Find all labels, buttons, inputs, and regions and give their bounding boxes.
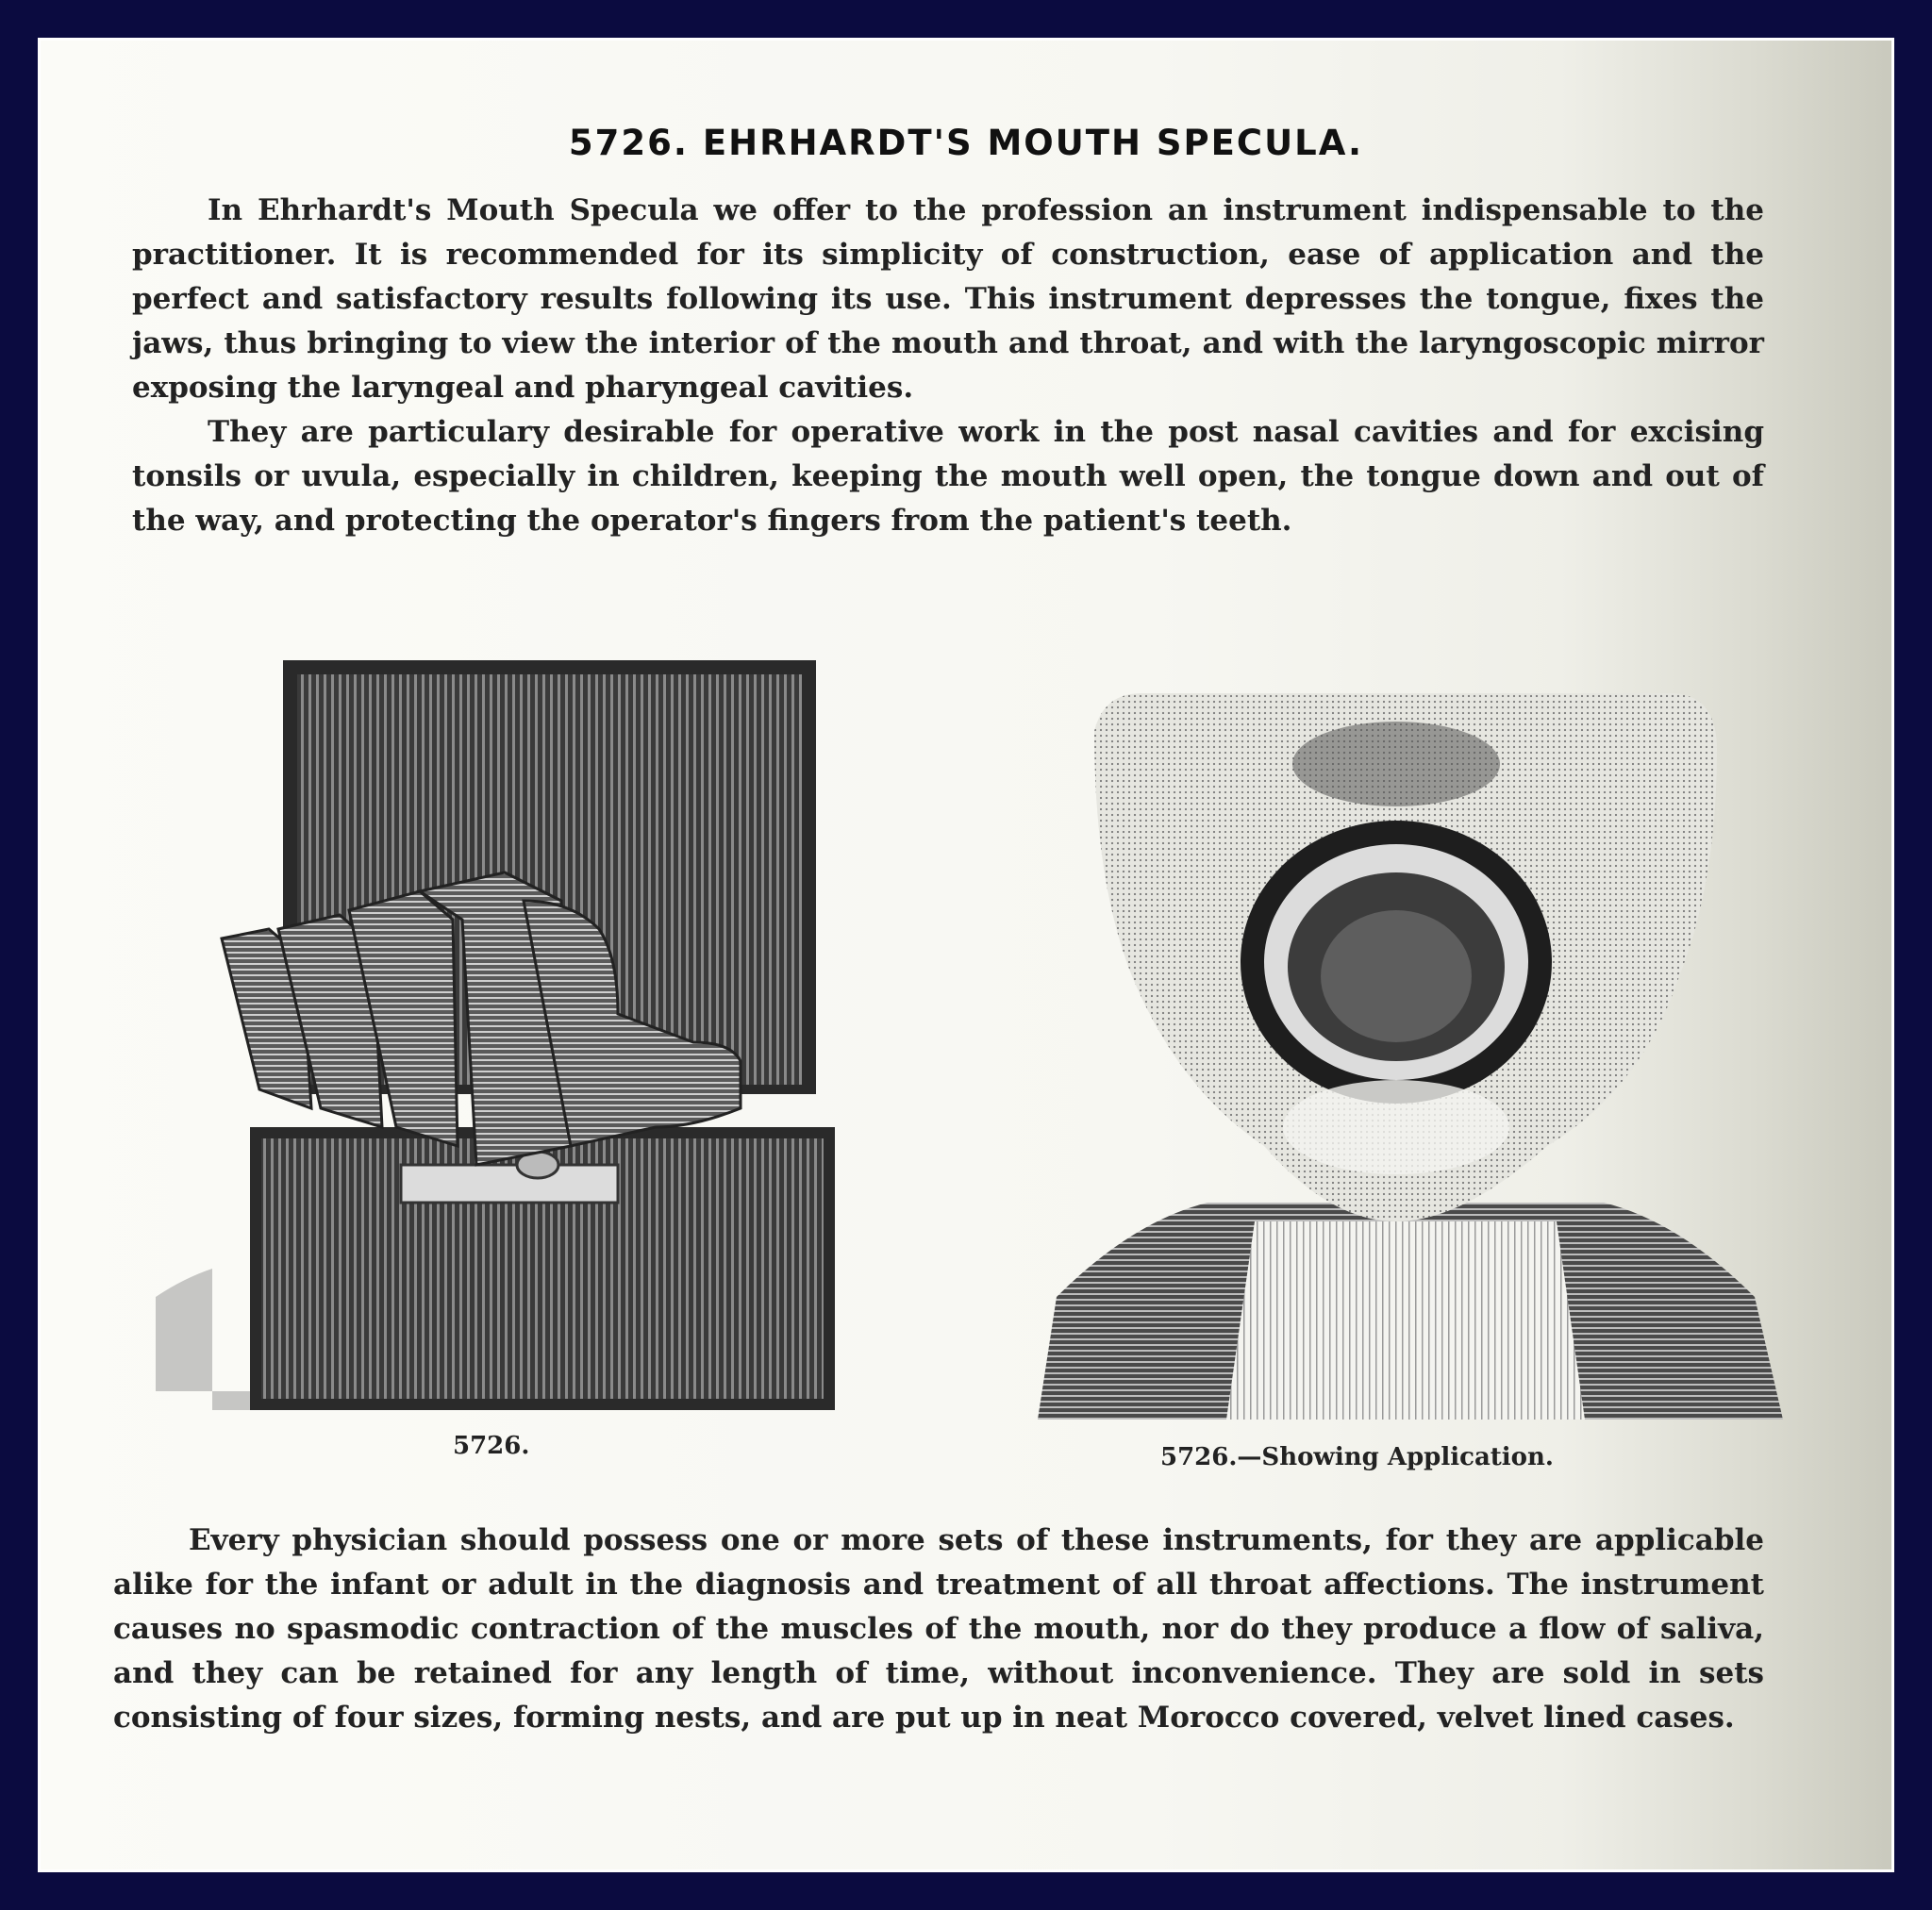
paragraph-uses: They are particulary desirable for operative work in the post nasal cavities and for excising tonsils or uvula, especially in children, keeping the mouth well open, the tongue down and out of the way, and protecting the operator's fingers from the patient's teeth. <box>132 415 1764 538</box>
paragraph-sets: Every physician should possess one or more sets of these instruments, for they are applicable alike for the infant or adult in the diagnosis and treatment of all throat affections. The instrument causes no spasmodic contraction of the muscles of the mouth, nor do they produce a flow of saliva, and they can be retained for any length of time, without inconvenience. They are sold in sets consisting of four sizes, forming nests, and are put up in neat Morocco covered, velvet lined cases. <box>113 1523 1764 1735</box>
case-figure-caption: 5726. <box>453 1432 530 1460</box>
page-title: 5726. EHRHARDT'S MOUTH SPECULA. <box>568 123 1364 163</box>
specula-case-illustration <box>127 618 882 1420</box>
paragraph-intro: In Ehrhardt's Mouth Specula we offer to the profession an instrument indispensable to the practitioner. It is recommended for its simplicity of construction, ease of application and the perfect and satisfactory results following its use. This instrument depresses the tongue, fixes the jaws, thus bringing to view the interior of the mouth and throat, and with the laryngoscopic mirror exposing the laryngeal and pharyngeal cavities. <box>132 193 1764 405</box>
application-figure-caption: 5726.—Showing Application. <box>1160 1443 1554 1471</box>
application-illustration <box>1019 693 1792 1420</box>
catalog-page <box>38 38 1894 1872</box>
